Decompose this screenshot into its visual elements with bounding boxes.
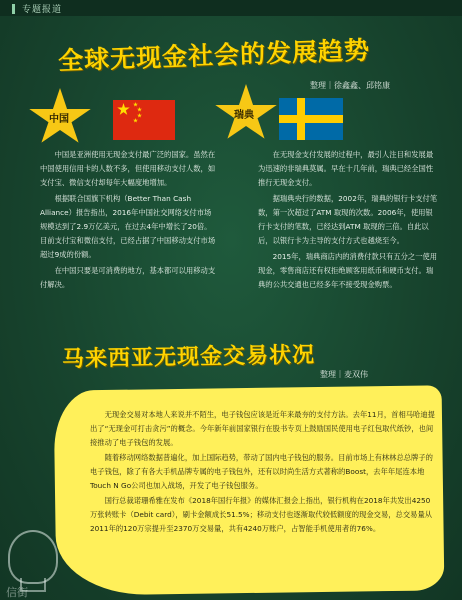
article-title: 全球无现金社会的发展趋势 xyxy=(57,35,371,76)
china-paragraph: 中国是亚洲使用无现金支付最广泛的国家。虽然在中国使用信用卡的人数不多，但使用移动支付人数，如支付宝、微信支付却每年大幅度地增加。 xyxy=(40,150,216,187)
article-byline: 整理｜徐鑫鑫、邱铭康 xyxy=(310,81,390,90)
malaysia-paragraph: 随着移动网络数据普遍化，加上国际趋势，带动了国内电子钱包的服务。目前市场上有林林总总牌子的电子钱包，除了有各大手机品牌专属的电子钱包外，还有以时尚生活方式著称的Boost，去年年尾连本地Touch N Go公司也加入战场，开发了电子钱包服务。 xyxy=(90,453,433,490)
sweden-paragraph: 据瑞典央行的数据，2002年，瑞典的银行卡支付笔数，第一次超过了ATM 取现的次数。2006年，使用银行卡支付的笔数，已经达到ATM 取现的三倍。自此以后，以银行卡为主导的支付方式也越烧至今。 xyxy=(258,194,438,245)
section-header-label: 专题报道 xyxy=(22,5,63,15)
section-header-accent xyxy=(12,4,15,14)
lightbulb-doodle-icon xyxy=(8,530,58,584)
china-paragraph: 在中国只要是可消费的地方，基本都可以用移动支付解决。 xyxy=(40,266,216,289)
flag-cross-horizontal xyxy=(279,115,343,123)
flag-small-star xyxy=(133,118,138,123)
malaysia-byline: 整理｜麦双伟 xyxy=(320,370,368,379)
chalk-doodle-text: 信街 xyxy=(6,586,28,599)
malaysia-paragraph: 无现金交易对本地人来说并不陌生，电子钱包应该是近年来最夯的支付方法。去年11月，首相马哈迪提出了“无现金可打击贪污”的概念。今年新年前国家银行在股书专页上鼓励国民使用电子红包取代纸钞，也间接推动了电子钱包的发展。 xyxy=(90,410,435,447)
sweden-flag-icon xyxy=(279,98,343,140)
flag-small-star xyxy=(137,113,142,118)
flag-small-star xyxy=(137,107,142,112)
sweden-label: 瑞典 xyxy=(234,110,254,121)
sweden-paragraph: 在无现金支付发展的过程中，最引人注目和发展最为迅速的非瑞典莫属。早在十几年前，瑞典已经全国性推行无现金支付。 xyxy=(258,150,434,187)
china-label: 中国 xyxy=(49,114,69,125)
flag-large-star xyxy=(117,103,130,116)
china-column xyxy=(40,148,216,294)
flag-small-star xyxy=(133,102,138,107)
sweden-column xyxy=(258,148,438,294)
malaysia-paragraph: 国行总裁诺珊希雅在发布《2018年国行年报》的媒体汇报会上指出，银行机构在2018年共发出4250万张转账卡（Debit card），刷卡金额成长51.5%；移动支付也逐渐取代较低额度的现金交易，总交易量从2011年的120万宗提升至2370万交易量，共有4240万账户，占智能手机使用者的76%。 xyxy=(90,496,433,533)
malaysia-title: 马来西亚无现金交易状况 xyxy=(61,342,316,373)
malaysia-text xyxy=(90,408,436,537)
china-flag-icon xyxy=(113,100,175,140)
section-header-bar xyxy=(0,0,462,16)
sweden-paragraph: 2015年，瑞典商店内的消费付款只有五分之一使用现金，零售商店还有权拒绝顾客用纸币和硬币支付。瑞典的公共交通也已经多年不接受现金购票。 xyxy=(258,252,438,289)
china-paragraph: 根据联合国旗下机构（Better Than Cash Alliance）报告指出，2016年中国社交网络支付市场规模达到了2.9万亿美元，在过去4年中增长了20倍。目前支付宝和微信支付，已经占据了中国移动支付市场超过9成的份额。 xyxy=(40,194,216,259)
